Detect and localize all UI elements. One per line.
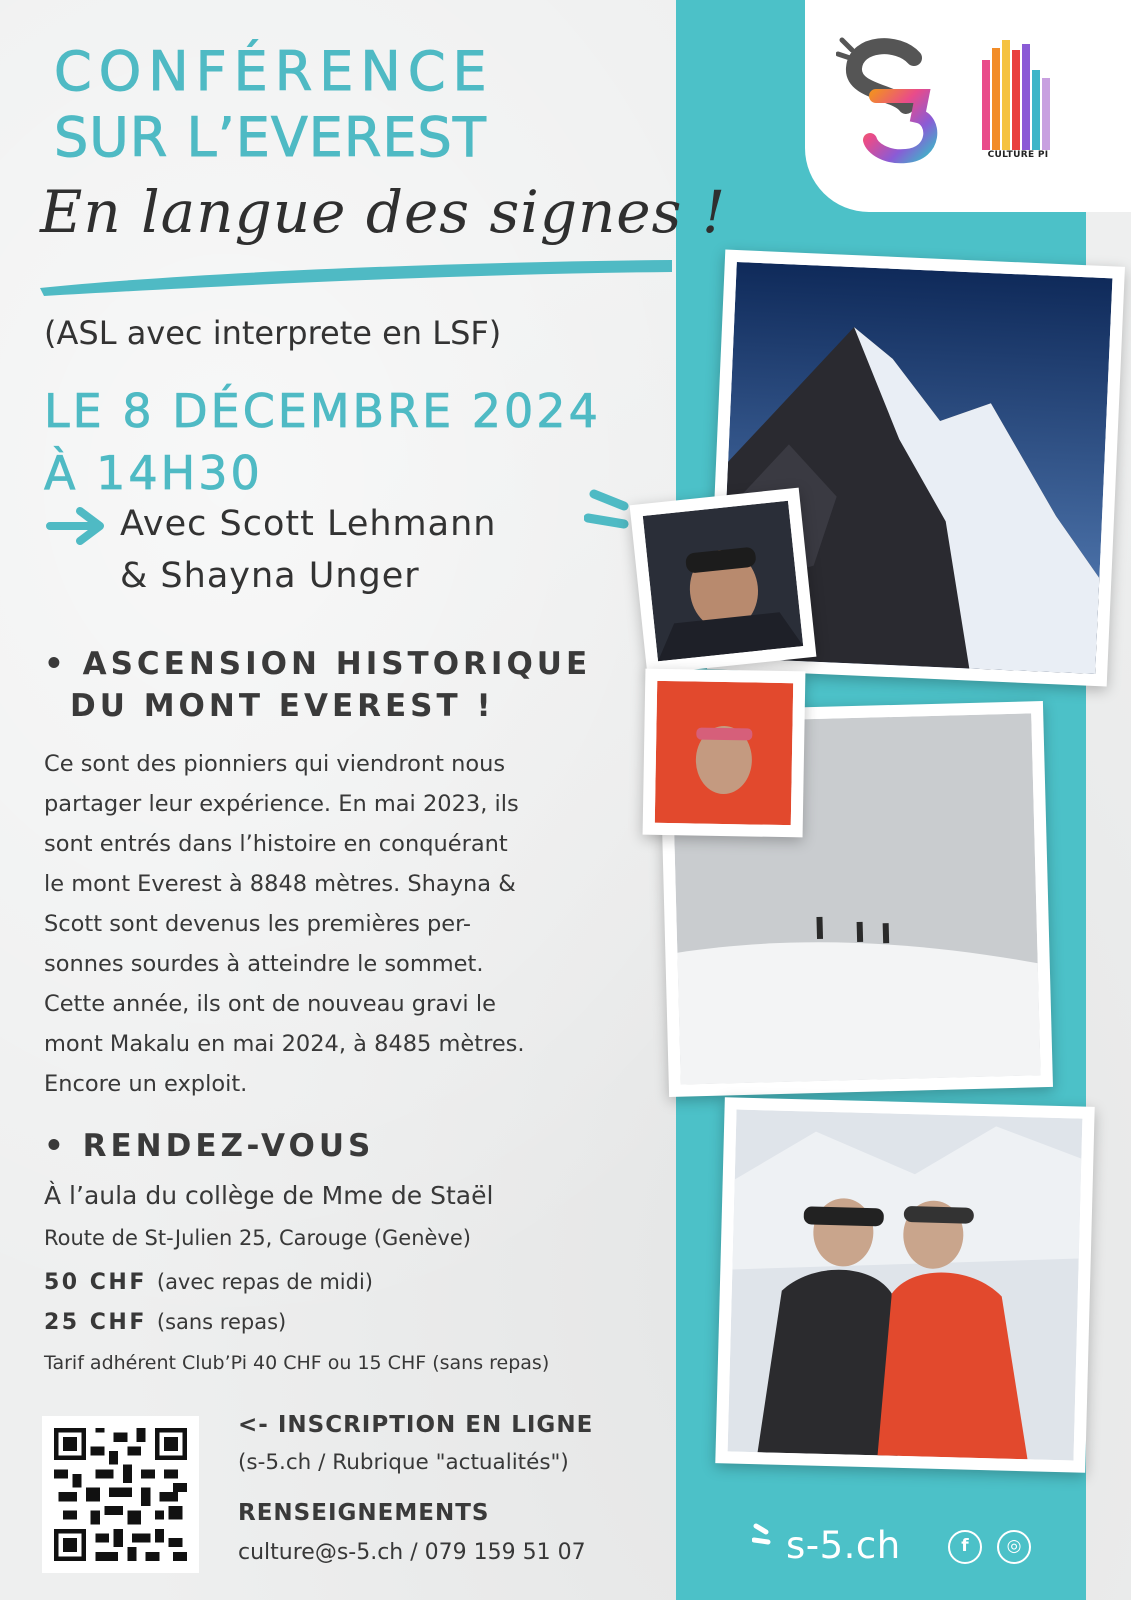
venue-name: À l’aula du collège de Mme de Staël xyxy=(44,1181,494,1210)
body-line: Ce sont des pionniers qui viendront nous xyxy=(44,751,506,777)
heading-ascension: • ASCENSION HISTORIQUE xyxy=(44,646,592,682)
online-registration-detail: (s-5.ch / Rubrique "actualités") xyxy=(238,1450,569,1475)
body-line: mont Makalu en mai 2024, à 8485 mètres. xyxy=(44,1031,525,1057)
body-line: partager leur expérience. En mai 2023, ils xyxy=(44,791,519,817)
member-rate: Tarif adhérent Club’Pi 40 CHF ou 15 CHF (sans repas) xyxy=(44,1352,550,1374)
arrow-right-icon xyxy=(46,506,108,546)
speakers-line-1: Avec Scott Lehmann xyxy=(120,504,497,544)
qr-code-icon xyxy=(54,1428,187,1561)
price-with-lunch: 50 CHF (avec repas de midi) xyxy=(44,1270,373,1295)
body-line: Encore un exploit. xyxy=(44,1071,248,1097)
contact-info: culture@s-5.ch / 079 159 51 07 xyxy=(238,1540,586,1565)
body-line: le mont Everest à 8848 mètres. Shayna & xyxy=(44,871,516,897)
brush-stroke-underline xyxy=(36,252,676,302)
photo-scott-portrait xyxy=(630,488,817,675)
body-line: sont entrés dans l’histoire en conquérant xyxy=(44,831,508,857)
photo-duo-summit xyxy=(715,1097,1094,1473)
qr-code[interactable] xyxy=(42,1416,199,1573)
title-conference: CONFÉRENCE xyxy=(54,40,494,103)
culture-pi-logo xyxy=(982,40,1052,160)
body-line: sonnes sourdes à atteindre le sommet. xyxy=(44,951,484,977)
script-sign-language: En langue des signes ! xyxy=(40,178,727,246)
event-date: LE 8 DÉCEMBRE 2024 xyxy=(44,384,601,438)
facebook-icon[interactable]: f xyxy=(948,1530,982,1564)
speakers-line-2: & Shayna Unger xyxy=(120,556,420,596)
s5-mark-icon xyxy=(752,1520,788,1550)
heading-ascension-line2: DU MONT EVEREST ! xyxy=(70,688,495,724)
price-without-lunch: 25 CHF (sans repas) xyxy=(44,1310,287,1335)
event-time: À 14H30 xyxy=(44,446,263,500)
body-line: Scott sont devenus les premières per- xyxy=(44,911,472,937)
title-everest: SUR L’EVEREST xyxy=(54,106,487,169)
instagram-icon[interactable]: ◎ xyxy=(997,1530,1031,1564)
photo-shayna-portrait xyxy=(643,669,806,838)
body-line: Cette année, ils ont de nouveau gravi le xyxy=(44,991,496,1017)
culture-pi-label: CULTURE PI xyxy=(987,150,1049,160)
website-link[interactable]: s-5.ch xyxy=(786,1524,901,1567)
subtitle-asl: (ASL avec interprete en LSF) xyxy=(44,314,502,352)
ascension-description xyxy=(44,744,604,1104)
info-heading: RENSEIGNEMENTS xyxy=(238,1500,490,1526)
online-registration-label: <- INSCRIPTION EN LIGNE xyxy=(238,1412,594,1438)
venue-address: Route de St-Julien 25, Carouge (Genève) xyxy=(44,1226,471,1250)
heading-rendez-vous: • RENDEZ-VOUS xyxy=(44,1128,375,1164)
s5-logo xyxy=(836,36,946,166)
